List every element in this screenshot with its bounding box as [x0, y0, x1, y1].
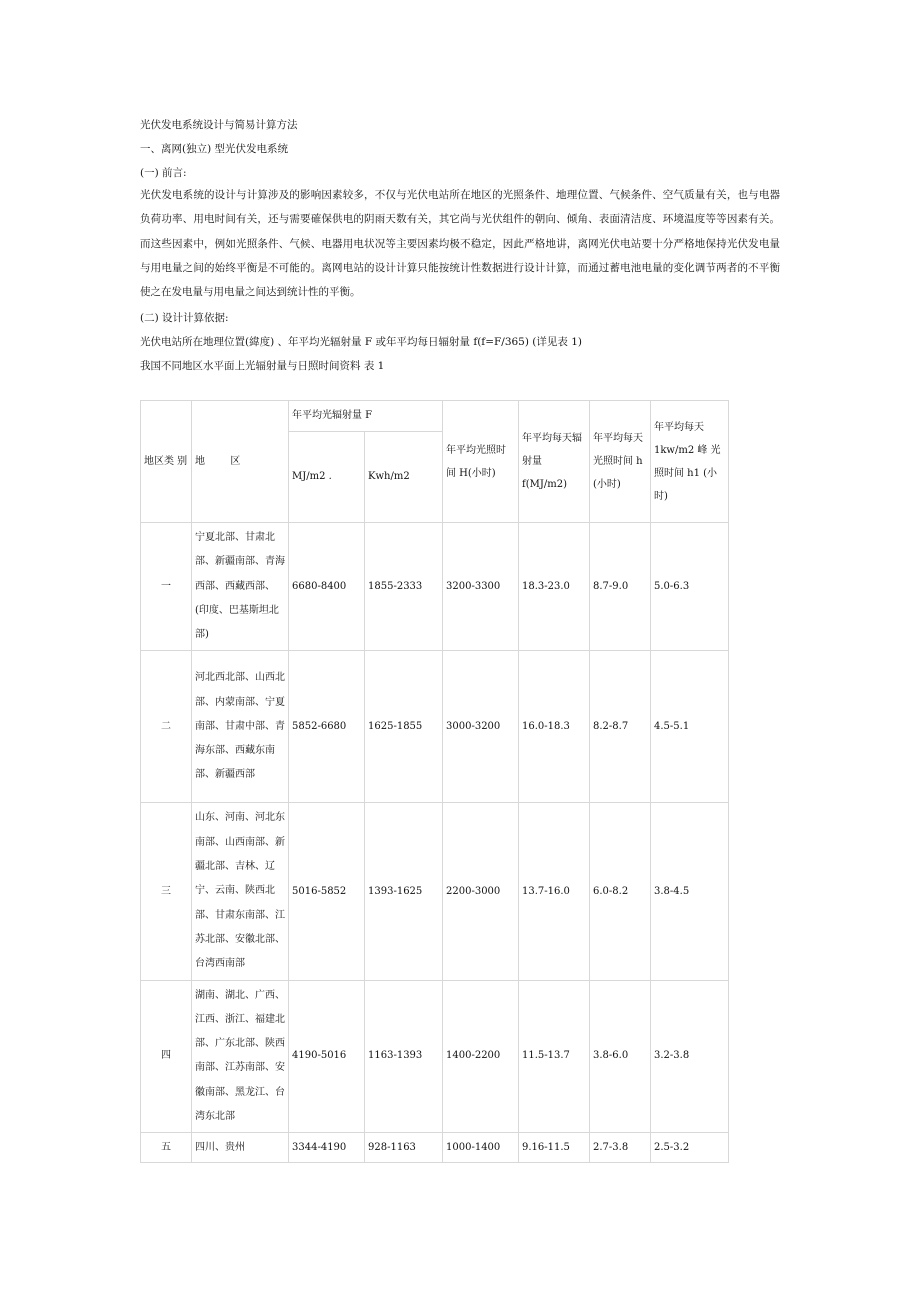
cell-hours: 1000-1400 [443, 1133, 519, 1163]
cell-f: 16.0-18.3 [519, 651, 590, 803]
cell-h1: 2.5-3.2 [651, 1133, 729, 1163]
subsection-basis: (二) 设计计算依据: [140, 312, 229, 324]
cell-h: 6.0-8.2 [590, 803, 651, 980]
document-title: 光伏发电系统设计与简易计算方法 [140, 119, 298, 131]
cell-class: 二 [141, 651, 192, 803]
cell-h1: 5.0-6.3 [651, 523, 729, 651]
header-region: 地 区 [192, 401, 289, 523]
radiation-table [140, 400, 729, 1163]
cell-kwh: 1163-1393 [365, 980, 443, 1133]
cell-mj: 4190-5016 [289, 980, 365, 1133]
cell-h1: 4.5-5.1 [651, 651, 729, 803]
cell-hours: 1400-2200 [443, 980, 519, 1133]
cell-hours: 3200-3300 [443, 523, 519, 651]
table-row [141, 803, 729, 980]
cell-region: 河北西北部、山西北部、内蒙南部、宁夏南部、甘肃中部、青海东部、西藏东南部、新疆西部 [192, 651, 289, 803]
header-daily-radiation: 年平均每天辐射量 f(MJ/m2) [519, 401, 590, 523]
cell-mj: 3344-4190 [289, 1133, 365, 1163]
cell-kwh: 1393-1625 [365, 803, 443, 980]
cell-f: 11.5-13.7 [519, 980, 590, 1133]
preface-paragraph: 光伏发电系统的设计与计算涉及的影响因素较多，不仅与光伏电站所在地区的光照条件、地理位置、气候条件、空气质量有关，也与电器负荷功率、用电时间有关，还与需要確保供电的阴雨天数有关，其它尚与光伏组件的朝向、倾角、表面清洁度、环境温度等等因素有关。而这些因素中，例如光照条件、气候、电器用电状况等主要因素均极不稳定，因此严格地讲，离网光伏电站要十分严格地保持光伏发电量与用电量之间的始终平衡是不可能的。离网电站的设计计算只能按统计性数据进行设计计算，而通过蓄电池电量的变化调节两者的不平衡使之在发电量与用电量之间达到统计性的平衡。 [140, 189, 780, 299]
table-row [141, 651, 729, 803]
cell-kwh: 1855-2333 [365, 523, 443, 651]
table-caption: 我国不同地区水平面上光辐射量与日照时间资料 表 1 [140, 360, 385, 372]
header-annual-hours: 年平均光照时间 H(小时) [443, 401, 519, 523]
table-row [141, 1133, 729, 1163]
cell-mj: 5852-6680 [289, 651, 365, 803]
cell-kwh: 928-1163 [365, 1133, 443, 1163]
cell-hours: 3000-3200 [443, 651, 519, 803]
section-heading: 一、离网(独立) 型光伏发电系统 [140, 143, 289, 155]
cell-h: 8.7-9.0 [590, 523, 651, 651]
cell-h: 3.8-6.0 [590, 980, 651, 1133]
header-peak-hours: 年平均每天 1kw/m2 峰 光照时间 h1 (小时) [651, 401, 729, 523]
cell-class: 四 [141, 980, 192, 1133]
cell-kwh: 1625-1855 [365, 651, 443, 803]
cell-h1: 3.8-4.5 [651, 803, 729, 980]
header-annual-radiation: 年平均光辐射量 F [289, 401, 443, 432]
cell-region: 四川、贵州 [192, 1133, 289, 1163]
header-mj: MJ/m2 . [289, 432, 365, 523]
table-row [141, 523, 729, 651]
cell-region: 湖南、湖北、广西、江西、浙江、福建北部、广东北部、陕西南部、江苏南部、安徽南部、黑龙江、台湾东北部 [192, 980, 289, 1133]
cell-region: 山东、河南、河北东南部、山西南部、新疆北部、吉林、辽宁、云南、陕西北部、甘肃东南部、江苏北部、安徽北部、台湾西南部 [192, 803, 289, 980]
cell-mj: 5016-5852 [289, 803, 365, 980]
header-daily-hours: 年平均每天光照时间 h (小时) [590, 401, 651, 523]
cell-class: 五 [141, 1133, 192, 1163]
cell-h1: 3.2-3.8 [651, 980, 729, 1133]
header-kwh: Kwh/m2 [365, 432, 443, 523]
cell-f: 13.7-16.0 [519, 803, 590, 980]
cell-h: 2.7-3.8 [590, 1133, 651, 1163]
cell-region: 宁夏北部、甘肃北部、新疆南部、青海西部、西藏西部、(印度、巴基斯坦北部) [192, 523, 289, 651]
subsection-preface: (一) 前言: [140, 167, 187, 179]
cell-f: 18.3-23.0 [519, 523, 590, 651]
cell-h: 8.2-8.7 [590, 651, 651, 803]
cell-hours: 2200-3000 [443, 803, 519, 980]
header-region-class: 地区类 别 [141, 401, 192, 523]
basis-text: 光伏电站所在地理位置(緯度) 、年平均光辐射量 F 或年平均每日辐射量 f(f=F/365) (详见表 1) [140, 336, 583, 348]
cell-f: 9.16-11.5 [519, 1133, 590, 1163]
cell-class: 三 [141, 803, 192, 980]
cell-class: 一 [141, 523, 192, 651]
cell-mj: 6680-8400 [289, 523, 365, 651]
table-row [141, 980, 729, 1133]
